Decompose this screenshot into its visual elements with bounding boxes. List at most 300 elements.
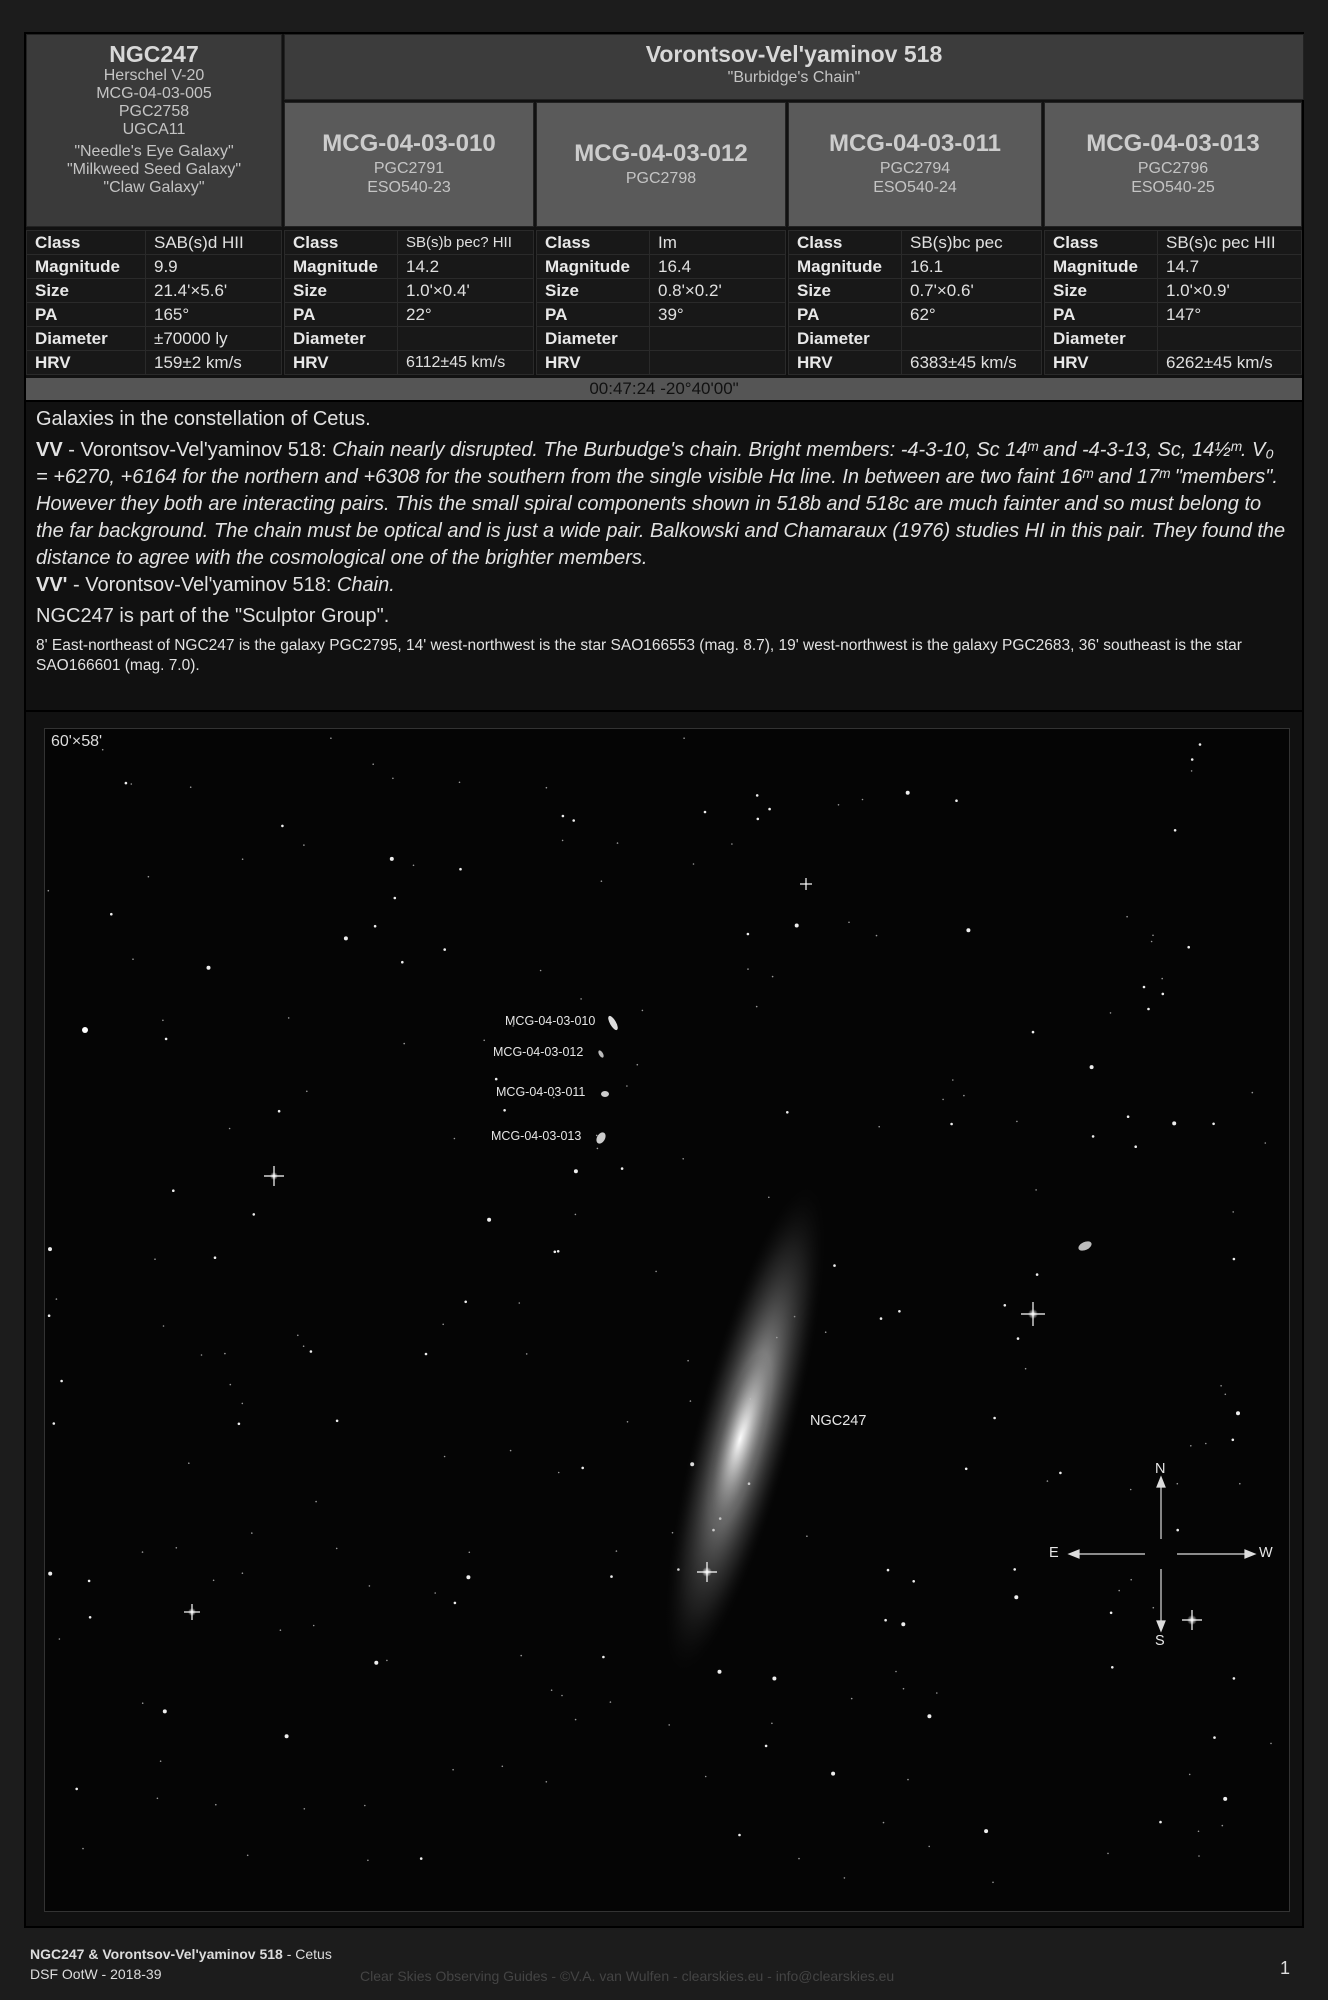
star (765, 1745, 768, 1748)
size-value: 1.0'×0.4' (398, 279, 534, 303)
star (125, 782, 128, 785)
star (1212, 1123, 1215, 1126)
star (844, 1877, 846, 1879)
star (510, 1450, 512, 1452)
star (682, 1158, 684, 1160)
star (176, 1547, 178, 1549)
magnitude-value: 14.7 (1158, 255, 1302, 279)
pa-label: PA (1045, 303, 1158, 327)
star (901, 1622, 905, 1626)
star (1107, 1853, 1109, 1855)
diameter-value (398, 327, 534, 351)
member-header (284, 102, 534, 227)
star (551, 1689, 553, 1691)
star (768, 1197, 770, 1199)
star (756, 1006, 758, 1008)
star (798, 1858, 800, 1860)
star (876, 935, 878, 937)
star (459, 868, 462, 871)
star (895, 1671, 897, 1673)
alias: "Milkweed Seed Galaxy" (66, 161, 242, 178)
pa-label: PA (285, 303, 398, 327)
star (238, 1423, 241, 1426)
compass-north: N (1155, 1461, 1166, 1477)
pgc2683-galaxy (1077, 1239, 1093, 1252)
size-label: Size (1045, 279, 1158, 303)
star (597, 1148, 599, 1150)
label-mcg-04-03-011: MCG-04-03-011 (496, 1085, 586, 1099)
vv518-header (284, 34, 1304, 100)
star (392, 778, 394, 780)
pa-value: 62° (902, 303, 1042, 327)
star (610, 1575, 613, 1578)
diameter-value (1158, 327, 1302, 351)
guide-frame (24, 32, 1304, 1928)
star (546, 1781, 548, 1783)
divider (26, 400, 1302, 402)
star (469, 1552, 471, 1554)
star (1172, 1121, 1176, 1125)
footer-credit: Clear Skies Observing Guides - ©V.A. van Wulfen - clearskies.eu - info@clearskies.eu (360, 1968, 895, 1984)
star (297, 1335, 299, 1337)
star (903, 1688, 905, 1690)
star (1270, 1743, 1272, 1745)
star (207, 966, 211, 970)
mcg-04-03-010-galaxy (606, 1015, 619, 1032)
star (993, 1417, 996, 1420)
star (898, 1310, 901, 1313)
star (344, 936, 348, 940)
label-ngc247: NGC247 (810, 1413, 867, 1429)
magnitude-label: Magnitude (27, 255, 146, 279)
star (731, 843, 733, 845)
star (160, 1760, 162, 1762)
mcg-04-03-013-galaxy (595, 1131, 608, 1145)
member-header (1044, 102, 1302, 227)
star (1035, 1189, 1037, 1191)
star (601, 880, 603, 882)
hrv-label: HRV (537, 351, 650, 375)
star (1220, 1385, 1222, 1387)
star (966, 928, 970, 932)
star (487, 1218, 491, 1222)
star (1110, 1012, 1112, 1014)
star (213, 1580, 215, 1582)
size-value: 0.8'×0.2' (650, 279, 786, 303)
label-mcg-04-03-013: MCG-04-03-013 (491, 1129, 582, 1143)
star (142, 1702, 144, 1704)
star (851, 1698, 853, 1700)
footer-constellation: - Cetus (282, 1946, 332, 1962)
star (621, 1167, 624, 1170)
star (617, 842, 619, 844)
star (1236, 1411, 1240, 1415)
star (394, 897, 397, 900)
vv-text: Chain nearly disrupted. The Burbudge's chain. Bright members: -4-3-10, Sc 14ᵐ and -4-3-13, Sc, 14½ᵐ. V₀ = +6270, +6164 for the northern and +6308 for the southern from the single visible Hα line. In between are two faint 16ᵐ and 17ᵐ "members". However they both are interacting pairs. This the small spiral components shown in 518b and 518c are much fainter and so must belong to the far background. The chain must be optical and is just a wide pair. Balkowski and Chamaraux (1976) studies HI in this pair. They found the distance to agree with the cosmological one of the brighter members. (36, 439, 1286, 569)
star (687, 1360, 689, 1362)
star (1187, 946, 1190, 949)
star (459, 782, 461, 784)
class-label: Class (537, 231, 650, 255)
star (1130, 1489, 1132, 1491)
alias: PGC2758 (118, 103, 190, 120)
star (1016, 1121, 1018, 1123)
star (466, 1575, 470, 1579)
compass-west: W (1259, 1545, 1273, 1561)
star (1233, 1677, 1236, 1680)
magnitude-value: 16.4 (650, 255, 786, 279)
star (306, 1091, 308, 1093)
star (572, 819, 575, 822)
star (862, 799, 864, 801)
star (838, 804, 840, 806)
member-header (536, 102, 786, 227)
star (581, 1467, 584, 1470)
star (672, 1532, 674, 1534)
star (690, 1400, 692, 1402)
star (162, 1020, 164, 1022)
star (554, 1251, 557, 1254)
footer-title-line (30, 1946, 332, 1962)
star (242, 1572, 244, 1574)
star (952, 1079, 954, 1081)
vv2-name: - Vorontsov-Vel'yaminov 518: (67, 574, 337, 596)
pa-label: PA (789, 303, 902, 327)
star (1147, 1008, 1150, 1011)
star (768, 808, 771, 811)
footer-series: DSF OotW - 2018-39 (30, 1966, 162, 1982)
star (1111, 1666, 1114, 1669)
star (163, 1709, 167, 1713)
star (668, 1724, 670, 1726)
star (906, 791, 910, 795)
star (1189, 1774, 1191, 1776)
star (434, 1592, 436, 1594)
star (705, 1776, 707, 1778)
diameter-value: ±70000 ly (146, 327, 282, 351)
star (1213, 1736, 1216, 1739)
star (772, 1677, 776, 1681)
star (1032, 1031, 1035, 1034)
star (1205, 1443, 1207, 1445)
star (562, 815, 565, 818)
vv2-paragraph (36, 572, 1286, 599)
star (1152, 935, 1154, 937)
size-label: Size (537, 279, 650, 303)
star (364, 1805, 366, 1807)
star (420, 1857, 423, 1860)
star (655, 1271, 657, 1273)
star (230, 1384, 232, 1386)
star (831, 1772, 835, 1776)
star (884, 1619, 887, 1622)
star (575, 1719, 577, 1721)
star (390, 857, 394, 861)
star (495, 1078, 498, 1081)
star (372, 763, 374, 765)
star (1153, 1607, 1155, 1609)
star (1036, 1273, 1039, 1276)
member-title: MCG-04-03-011 (828, 130, 1002, 157)
divider (26, 710, 1302, 712)
member-data-table (284, 230, 534, 375)
member-title: MCG-04-03-012 (574, 140, 748, 167)
alias: "Claw Galaxy" (103, 179, 205, 196)
star (562, 840, 564, 842)
compass-east: E (1049, 1545, 1059, 1561)
star (464, 1301, 467, 1304)
magnitude-value: 16.1 (902, 255, 1042, 279)
diameter-label: Diameter (789, 327, 902, 351)
hrv-value: 6112±45 km/s (398, 351, 534, 375)
star (942, 1099, 944, 1101)
star (955, 799, 958, 802)
star (907, 1779, 909, 1781)
star (1151, 941, 1153, 943)
star (637, 1064, 639, 1066)
star (288, 1017, 290, 1019)
star (163, 1325, 165, 1327)
star (610, 1701, 612, 1703)
star (1174, 829, 1177, 832)
alias: MCG-04-03-005 (96, 85, 212, 102)
vv518-title: Vorontsov-Vel'yaminov 518 (645, 41, 943, 67)
pa-value: 22° (398, 303, 534, 327)
star (313, 1625, 315, 1627)
star (1161, 978, 1163, 980)
star (374, 1661, 378, 1665)
star (60, 1380, 63, 1383)
star (1233, 1258, 1236, 1261)
size-label: Size (285, 279, 398, 303)
star (443, 948, 446, 951)
star (1252, 1092, 1254, 1094)
star (1232, 1211, 1234, 1213)
star (1232, 1439, 1235, 1442)
star (704, 811, 707, 814)
star (403, 1043, 405, 1045)
pa-label: PA (27, 303, 146, 327)
hrv-value: 6383±45 km/s (902, 351, 1042, 375)
star (887, 1569, 890, 1572)
class-value: SB(s)b pec? HII (398, 231, 534, 255)
star (201, 1354, 203, 1356)
member-title: MCG-04-03-010 (322, 130, 496, 157)
star (880, 1317, 883, 1320)
star (795, 924, 799, 928)
star (369, 1585, 371, 1587)
size-value: 0.7'×0.6' (902, 279, 1042, 303)
star (1198, 1855, 1200, 1857)
star (1143, 986, 1146, 989)
star (48, 1572, 52, 1576)
size-label: Size (789, 279, 902, 303)
star (165, 1038, 168, 1041)
star (75, 1788, 78, 1791)
star (757, 818, 760, 821)
star (48, 1247, 52, 1251)
star (247, 1855, 249, 1857)
class-value: SAB(s)d HII (146, 231, 282, 255)
star (1004, 1304, 1007, 1307)
star (452, 1769, 454, 1771)
vv-name: - Vorontsov-Vel'yaminov 518: (62, 439, 333, 461)
star (963, 1095, 965, 1097)
star (1239, 1483, 1241, 1485)
star (1014, 1595, 1018, 1599)
alias: Herschel V-20 (103, 67, 205, 84)
pa-value: 147° (1158, 303, 1302, 327)
star (1199, 743, 1202, 746)
pa-value: 165° (146, 303, 282, 327)
star (747, 968, 749, 970)
stars (48, 737, 1272, 1883)
member-data-table (536, 230, 786, 375)
star (936, 1692, 938, 1694)
alias: PGC2791 (373, 160, 445, 177)
star (188, 1462, 190, 1464)
star (561, 1695, 563, 1697)
class-value: SB(s)bc pec (902, 231, 1042, 255)
star (1047, 1480, 1049, 1482)
star (1198, 1831, 1200, 1833)
alias: PGC2794 (879, 160, 951, 177)
magnitude-value: 9.9 (146, 255, 282, 279)
star (88, 1580, 91, 1583)
class-value: Im (650, 231, 786, 255)
pa-label: PA (537, 303, 650, 327)
star (53, 1422, 56, 1425)
star (214, 1256, 217, 1259)
star (386, 1660, 388, 1662)
star (1092, 1135, 1095, 1138)
magnitude-label: Magnitude (1045, 255, 1158, 279)
diameter-label: Diameter (285, 327, 398, 351)
star (1134, 1145, 1137, 1148)
member-data-table (1044, 230, 1302, 375)
star (806, 1535, 808, 1537)
star (519, 1302, 521, 1304)
diameter-label: Diameter (537, 327, 650, 351)
star (693, 863, 695, 865)
alias: ESO540-25 (1131, 179, 1215, 196)
ngc247-data-table (26, 230, 282, 375)
star (683, 737, 685, 739)
star (574, 1169, 578, 1173)
star (285, 1734, 289, 1738)
star (502, 1766, 504, 1768)
vv-paragraph (36, 437, 1286, 572)
star (303, 1345, 305, 1347)
star (626, 1085, 628, 1087)
star (1025, 1368, 1027, 1370)
star (110, 913, 113, 916)
class-value: SB(s)c pec HII (1158, 231, 1302, 255)
class-label: Class (27, 231, 146, 255)
magnitude-label: Magnitude (285, 255, 398, 279)
star-field (45, 729, 1289, 1911)
size-value: 21.4'×5.6' (146, 279, 282, 303)
star (330, 737, 332, 739)
star (336, 1548, 338, 1550)
diameter-value (902, 327, 1042, 351)
star (738, 1834, 741, 1837)
alias: PGC2798 (625, 170, 697, 187)
star (56, 1298, 58, 1300)
group-text: NGC247 is part of the "Sculptor Group". (36, 605, 390, 627)
hrv-label: HRV (285, 351, 398, 375)
hrv-label: HRV (27, 351, 146, 375)
vv-label: VV (36, 439, 63, 461)
star (374, 925, 377, 928)
star (546, 787, 548, 789)
ngc247-header (26, 34, 282, 227)
star (965, 1468, 968, 1471)
mcg-04-03-011-galaxy (601, 1091, 609, 1097)
star (1127, 1115, 1130, 1118)
coordinates: 00:47:24 -20°40'00" (26, 378, 1302, 400)
star (1223, 1797, 1227, 1801)
class-label: Class (789, 231, 902, 255)
alias: "Needle's Eye Galaxy" (74, 143, 234, 160)
star (1059, 1472, 1062, 1475)
star (1222, 1825, 1224, 1827)
star (825, 1331, 827, 1333)
star (48, 890, 50, 892)
star (520, 1655, 522, 1657)
star (1130, 1579, 1132, 1581)
diameter-value (650, 327, 786, 351)
alias: PGC2796 (1137, 160, 1209, 177)
footer-title: NGC247 & Vorontsov-Vel'yaminov 518 (30, 1946, 283, 1962)
star (253, 1213, 256, 1216)
description (36, 406, 1286, 676)
star (557, 1250, 560, 1253)
star (503, 1109, 506, 1112)
star (483, 1040, 485, 1042)
vv2-label: VV' (36, 574, 68, 596)
star (928, 1846, 930, 1848)
member-title: MCG-04-03-013 (1086, 130, 1260, 157)
label-mcg-04-03-010: MCG-04-03-010 (505, 1014, 596, 1028)
alias: UGCA11 (122, 121, 186, 138)
star (575, 1214, 577, 1216)
star (596, 1135, 598, 1137)
class-label: Class (285, 231, 398, 255)
star (304, 1808, 306, 1810)
star (950, 1123, 953, 1126)
star (848, 922, 850, 924)
magnitude-label: Magnitude (537, 255, 650, 279)
star (1191, 770, 1193, 772)
hrv-label: HRV (789, 351, 902, 375)
hrv-value (650, 351, 786, 375)
star (526, 1353, 528, 1355)
star (131, 783, 133, 785)
member-header (788, 102, 1042, 227)
star (772, 976, 774, 978)
star (580, 998, 582, 1000)
size-value: 1.0'×0.9' (1158, 279, 1302, 303)
star (48, 1314, 51, 1317)
star (336, 1420, 339, 1423)
vv518-nickname: "Burbidge's Chain" (727, 69, 861, 86)
magnitude-value: 14.2 (398, 255, 534, 279)
intro-text: Galaxies in the constellation of Cetus. (36, 408, 371, 430)
star (1191, 758, 1194, 761)
diameter-label: Diameter (27, 327, 146, 351)
star (627, 1421, 629, 1423)
